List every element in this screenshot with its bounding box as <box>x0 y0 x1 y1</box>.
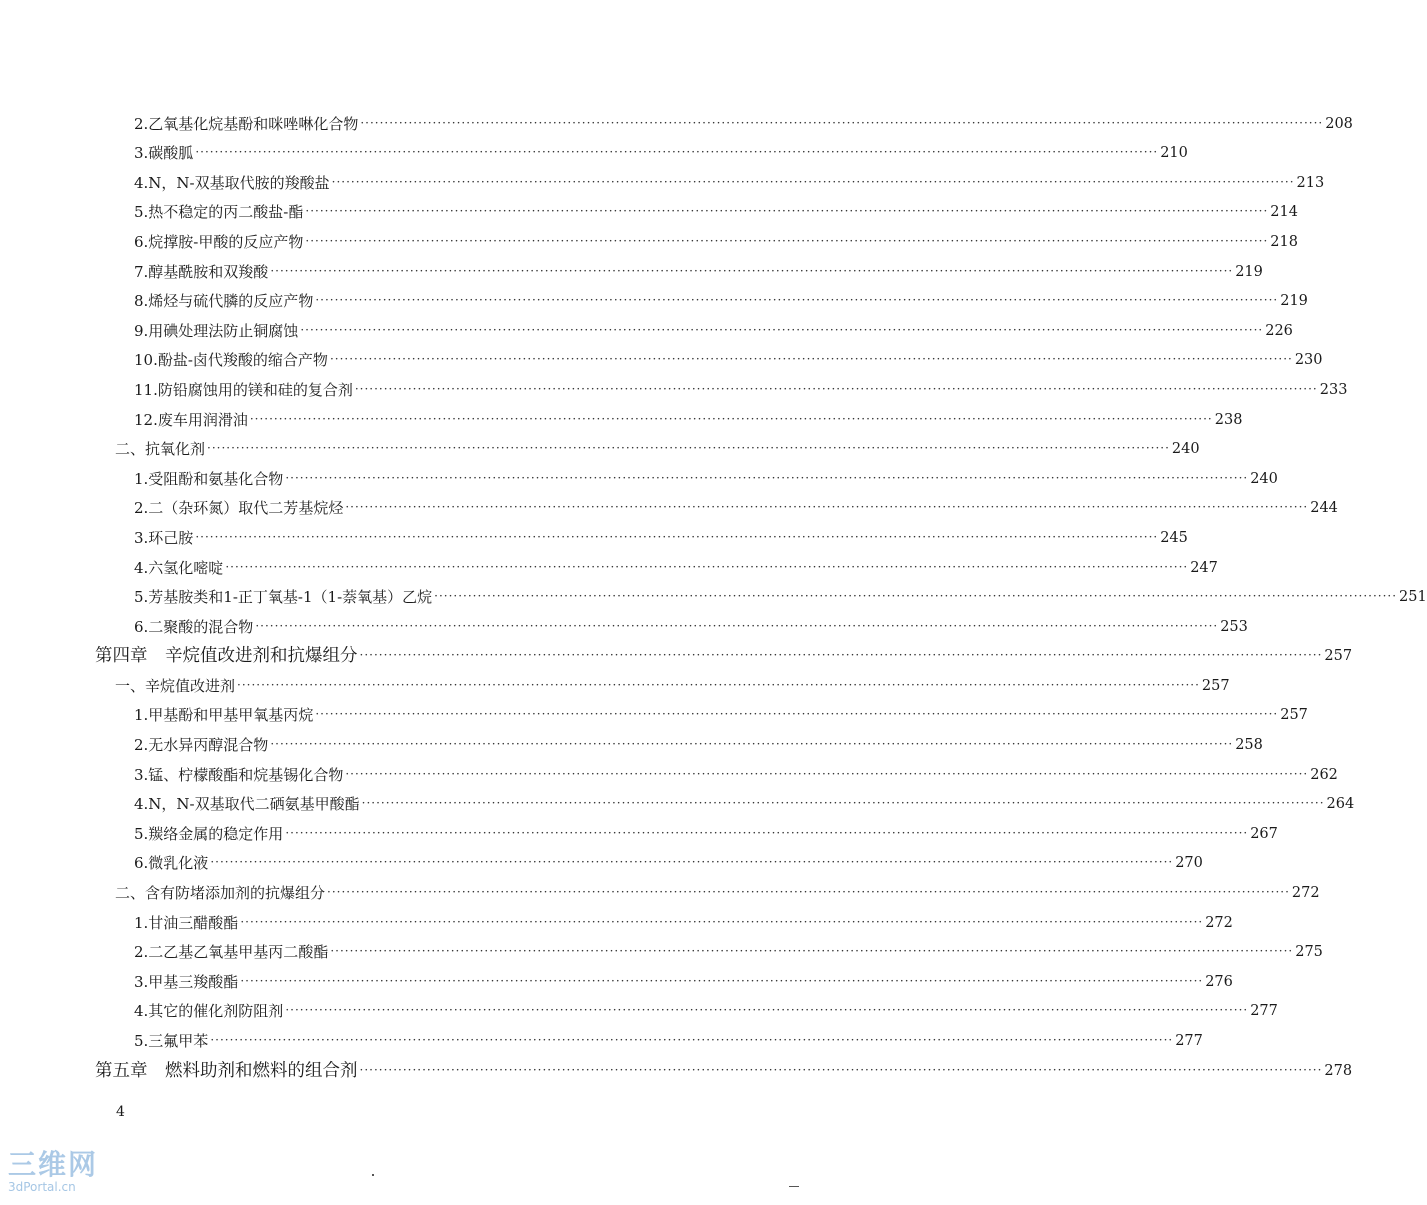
toc-item-row <box>0 932 1323 962</box>
toc-entry-page: 277 <box>1250 1003 1278 1020</box>
toc-item-row <box>0 458 1278 488</box>
toc-entry-title: 二、含有防堵添加剂的抗爆组分 <box>115 884 326 903</box>
toc-entry-page: 244 <box>1310 500 1338 517</box>
toc-entry-page: 213 <box>1296 174 1325 191</box>
dot-leader: ········································································································································································································ <box>255 618 1219 633</box>
toc-item-row <box>0 369 1348 399</box>
toc-entry-title: 二、抗氧化剂 <box>115 440 206 459</box>
dot-leader: ········································································································································································································ <box>225 559 1189 574</box>
toc-entry-title: 7.醇基酰胺和双羧酸 <box>134 262 269 281</box>
toc-entry-title: 5.羰络金属的稳定作用 <box>134 824 284 843</box>
toc-section-row <box>0 429 1200 459</box>
toc-entry-title: 6.烷撑胺-甲酸的反应产物 <box>134 232 304 251</box>
dot-leader: ········································································································································································································ <box>331 174 1295 189</box>
dot-leader: ········································································································································································································ <box>305 233 1269 248</box>
dot-leader: ········································································································································································································ <box>315 293 1279 308</box>
toc-entry-page: 275 <box>1295 944 1323 961</box>
toc-entry-title: 4.其它的催化剂防阻剂 <box>134 1002 284 1021</box>
toc-entry-page: 270 <box>1175 855 1203 872</box>
toc-item-row <box>0 517 1188 547</box>
dot-leader: ········································································································································································································ <box>361 796 1325 811</box>
toc-item-row <box>0 695 1308 725</box>
toc-item-row <box>0 133 1188 163</box>
toc-item-row <box>0 192 1298 222</box>
toc-entry-title: 9.用碘处理法防止铜腐蚀 <box>134 321 299 340</box>
dot-leader: ········································································································································································································ <box>285 825 1249 840</box>
toc-item-row <box>0 902 1233 932</box>
toc-item-row <box>0 843 1203 873</box>
page-number: 4 <box>116 1104 125 1120</box>
toc-entry-title: 5.热不稳定的丙二酸盐-酯 <box>134 203 304 222</box>
toc-item-row <box>0 724 1263 755</box>
toc-item-row <box>0 488 1338 518</box>
toc-entry-page: 264 <box>1326 796 1355 813</box>
dot-leader: ········································································································································································································ <box>359 1062 1323 1077</box>
toc-entry-title: 11.防铅腐蚀用的镁和硅的复合剂 <box>134 380 353 399</box>
watermark-site: 3dPortal.cn <box>8 1180 76 1194</box>
toc-entry-title: 2.乙氧基化烷基酚和咪唑啉化合物 <box>134 114 359 133</box>
watermark-title: 三维网 <box>8 1148 99 1181</box>
toc-entry-page: 247 <box>1190 559 1218 576</box>
dot-leader: ········································································································································································································ <box>300 322 1264 337</box>
toc-item-row <box>0 547 1218 577</box>
toc-entry-title: 1.受阻酚和氨基化合物 <box>134 469 284 488</box>
toc-item-row <box>0 162 1325 192</box>
toc-entry-title: 2.二（杂环氮）取代二芳基烷烃 <box>134 499 344 518</box>
dot-leader: ········································································································································································································ <box>345 766 1309 781</box>
toc-entry-title: 4.N，N-双基取代二硒氨基甲酸酯 <box>134 795 360 814</box>
dot-leader: ········································································································································································································ <box>249 411 1213 426</box>
toc-entry-title: 4.六氢化嘧啶 <box>134 558 224 577</box>
toc-entry-title: 5.芳基胺类和1-正丁氧基-1（1-萘氧基）乙烷 <box>134 588 433 607</box>
toc-item-row <box>0 221 1298 251</box>
toc-entry-page: 278 <box>1324 1062 1353 1079</box>
dot-leader: ········································································································································································································ <box>207 441 1170 456</box>
toc-section-row <box>0 872 1320 903</box>
toc-item-row <box>0 961 1233 991</box>
toc-entry-title: 1.甘油三醋酸酯 <box>134 913 239 932</box>
toc-entry-page: 277 <box>1175 1033 1203 1049</box>
toc-item-row <box>0 754 1338 784</box>
toc-item-row <box>0 399 1243 429</box>
toc-entry-title: 3.锰、柠檬酸酯和烷基锡化合物 <box>134 765 344 784</box>
dot-leader: ········································································································································································································ <box>270 737 1234 752</box>
toc-entry-title: 1.甲基酚和甲基甲氧基丙烷 <box>134 706 314 725</box>
dot-leader: ········································································································································································································ <box>359 648 1323 663</box>
toc-entry-title: 3.碳酸胍 <box>134 144 194 163</box>
dot-leader: ········································································································································································································ <box>210 855 1174 870</box>
toc-entry-title: 第五章 燃料助剂和燃料的组合剂 <box>95 1060 358 1081</box>
toc-entry-title: 8.烯烃与硫代膦的反应产物 <box>134 292 314 311</box>
toc-item-row <box>0 310 1293 340</box>
toc-entry-title: 6.微乳化液 <box>134 854 209 873</box>
dot-leader: ········································································································································································································ <box>330 944 1294 959</box>
toc-entry-page: 257 <box>1280 707 1308 724</box>
toc-entry-title: 3.环己胺 <box>134 528 194 547</box>
toc-section-row <box>0 665 1230 695</box>
toc-entry-page: 208 <box>1325 115 1353 132</box>
toc-item-row <box>0 577 1427 607</box>
watermark-logo <box>8 1150 108 1198</box>
toc-entry-title: 6.二聚酸的混合物 <box>134 617 254 636</box>
toc-chapter-row <box>0 636 1353 667</box>
dot-leader: ········································································································································································································ <box>195 529 1159 544</box>
toc-entry-page: 258 <box>1235 737 1263 754</box>
toc-chapter-row <box>0 1050 1353 1081</box>
scan-speck <box>789 1186 799 1187</box>
dot-leader: ········································································································································································································ <box>345 500 1309 515</box>
dot-leader: ········································································································································································································ <box>285 470 1249 485</box>
toc-item-row <box>0 340 1323 370</box>
toc-item-row <box>0 784 1355 814</box>
toc-entry-page: 272 <box>1205 914 1233 931</box>
table-of-contents <box>0 103 1427 1081</box>
dot-leader: ········································································································································································································ <box>240 914 1204 929</box>
toc-entry-page: 240 <box>1171 441 1200 458</box>
dot-leader: ········································································································································································································ <box>315 707 1279 722</box>
toc-item-row <box>0 813 1278 843</box>
dot-leader: ········································································································································································································ <box>305 204 1269 219</box>
toc-entry-title: 2.无水异丙醇混合物 <box>134 736 269 755</box>
toc-entry-page: 276 <box>1205 973 1233 990</box>
toc-entry-page: 272 <box>1291 885 1320 902</box>
toc-entry-page: 233 <box>1319 381 1348 398</box>
toc-entry-page: 257 <box>1201 677 1230 694</box>
toc-entry-title: 第四章 辛烷值改进剂和抗爆组分 <box>95 646 358 667</box>
dot-leader: ········································································································································································································ <box>240 973 1204 988</box>
toc-item-row <box>0 1020 1203 1050</box>
toc-entry-title: 2.二乙基乙氧基甲基丙二酸酯 <box>134 943 329 962</box>
toc-entry-title: 一、辛烷值改进剂 <box>115 676 236 695</box>
dot-leader: ········································································································································································································ <box>354 381 1318 396</box>
dot-leader: ········································································································································································································ <box>285 1003 1249 1018</box>
dot-leader: ········································································································································································································ <box>434 589 1398 604</box>
toc-entry-page: 238 <box>1214 411 1243 428</box>
toc-entry-page: 210 <box>1160 145 1188 162</box>
toc-item-row <box>0 103 1353 133</box>
toc-item-row <box>0 606 1248 636</box>
toc-entry-title: 10.酚盐-卤代羧酸的缩合产物 <box>134 351 328 370</box>
toc-entry-title: 4.N，N-双基取代胺的羧酸盐 <box>134 173 330 192</box>
dot-leader: ········································································································································································································ <box>270 263 1234 278</box>
dot-leader: ········································································································································································································ <box>329 352 1293 367</box>
dot-leader: ········································································································································································································ <box>195 145 1159 160</box>
toc-entry-title: 3.甲基三羧酸酯 <box>134 972 239 991</box>
toc-entry-page: 257 <box>1324 648 1353 665</box>
toc-entry-page: 219 <box>1280 293 1308 310</box>
toc-entry-page: 267 <box>1250 825 1278 842</box>
dot-leader: ········································································································································································································ <box>327 885 1290 900</box>
toc-entry-page: 218 <box>1270 233 1298 250</box>
toc-item-row <box>0 251 1263 281</box>
toc-entry-page: 214 <box>1270 204 1298 221</box>
scan-speck <box>372 1174 374 1176</box>
toc-item-row <box>0 991 1278 1021</box>
dot-leader: ········································································································································································································ <box>237 677 1200 692</box>
toc-entry-page: 245 <box>1160 529 1188 546</box>
toc-entry-page: 226 <box>1265 322 1293 339</box>
toc-entry-title: 12.废车用润滑油 <box>134 410 248 429</box>
toc-entry-page: 240 <box>1250 470 1278 487</box>
toc-entry-page: 230 <box>1294 352 1323 369</box>
dot-leader: ········································································································································································································ <box>360 115 1324 130</box>
dot-leader: ········································································································································································································ <box>210 1033 1174 1047</box>
toc-item-row <box>0 281 1308 311</box>
toc-entry-page: 251 <box>1399 589 1427 606</box>
toc-entry-title: 5.三氟甲苯 <box>134 1032 209 1050</box>
toc-entry-page: 262 <box>1310 766 1338 783</box>
toc-entry-page: 219 <box>1235 263 1263 280</box>
toc-entry-page: 253 <box>1220 618 1248 635</box>
